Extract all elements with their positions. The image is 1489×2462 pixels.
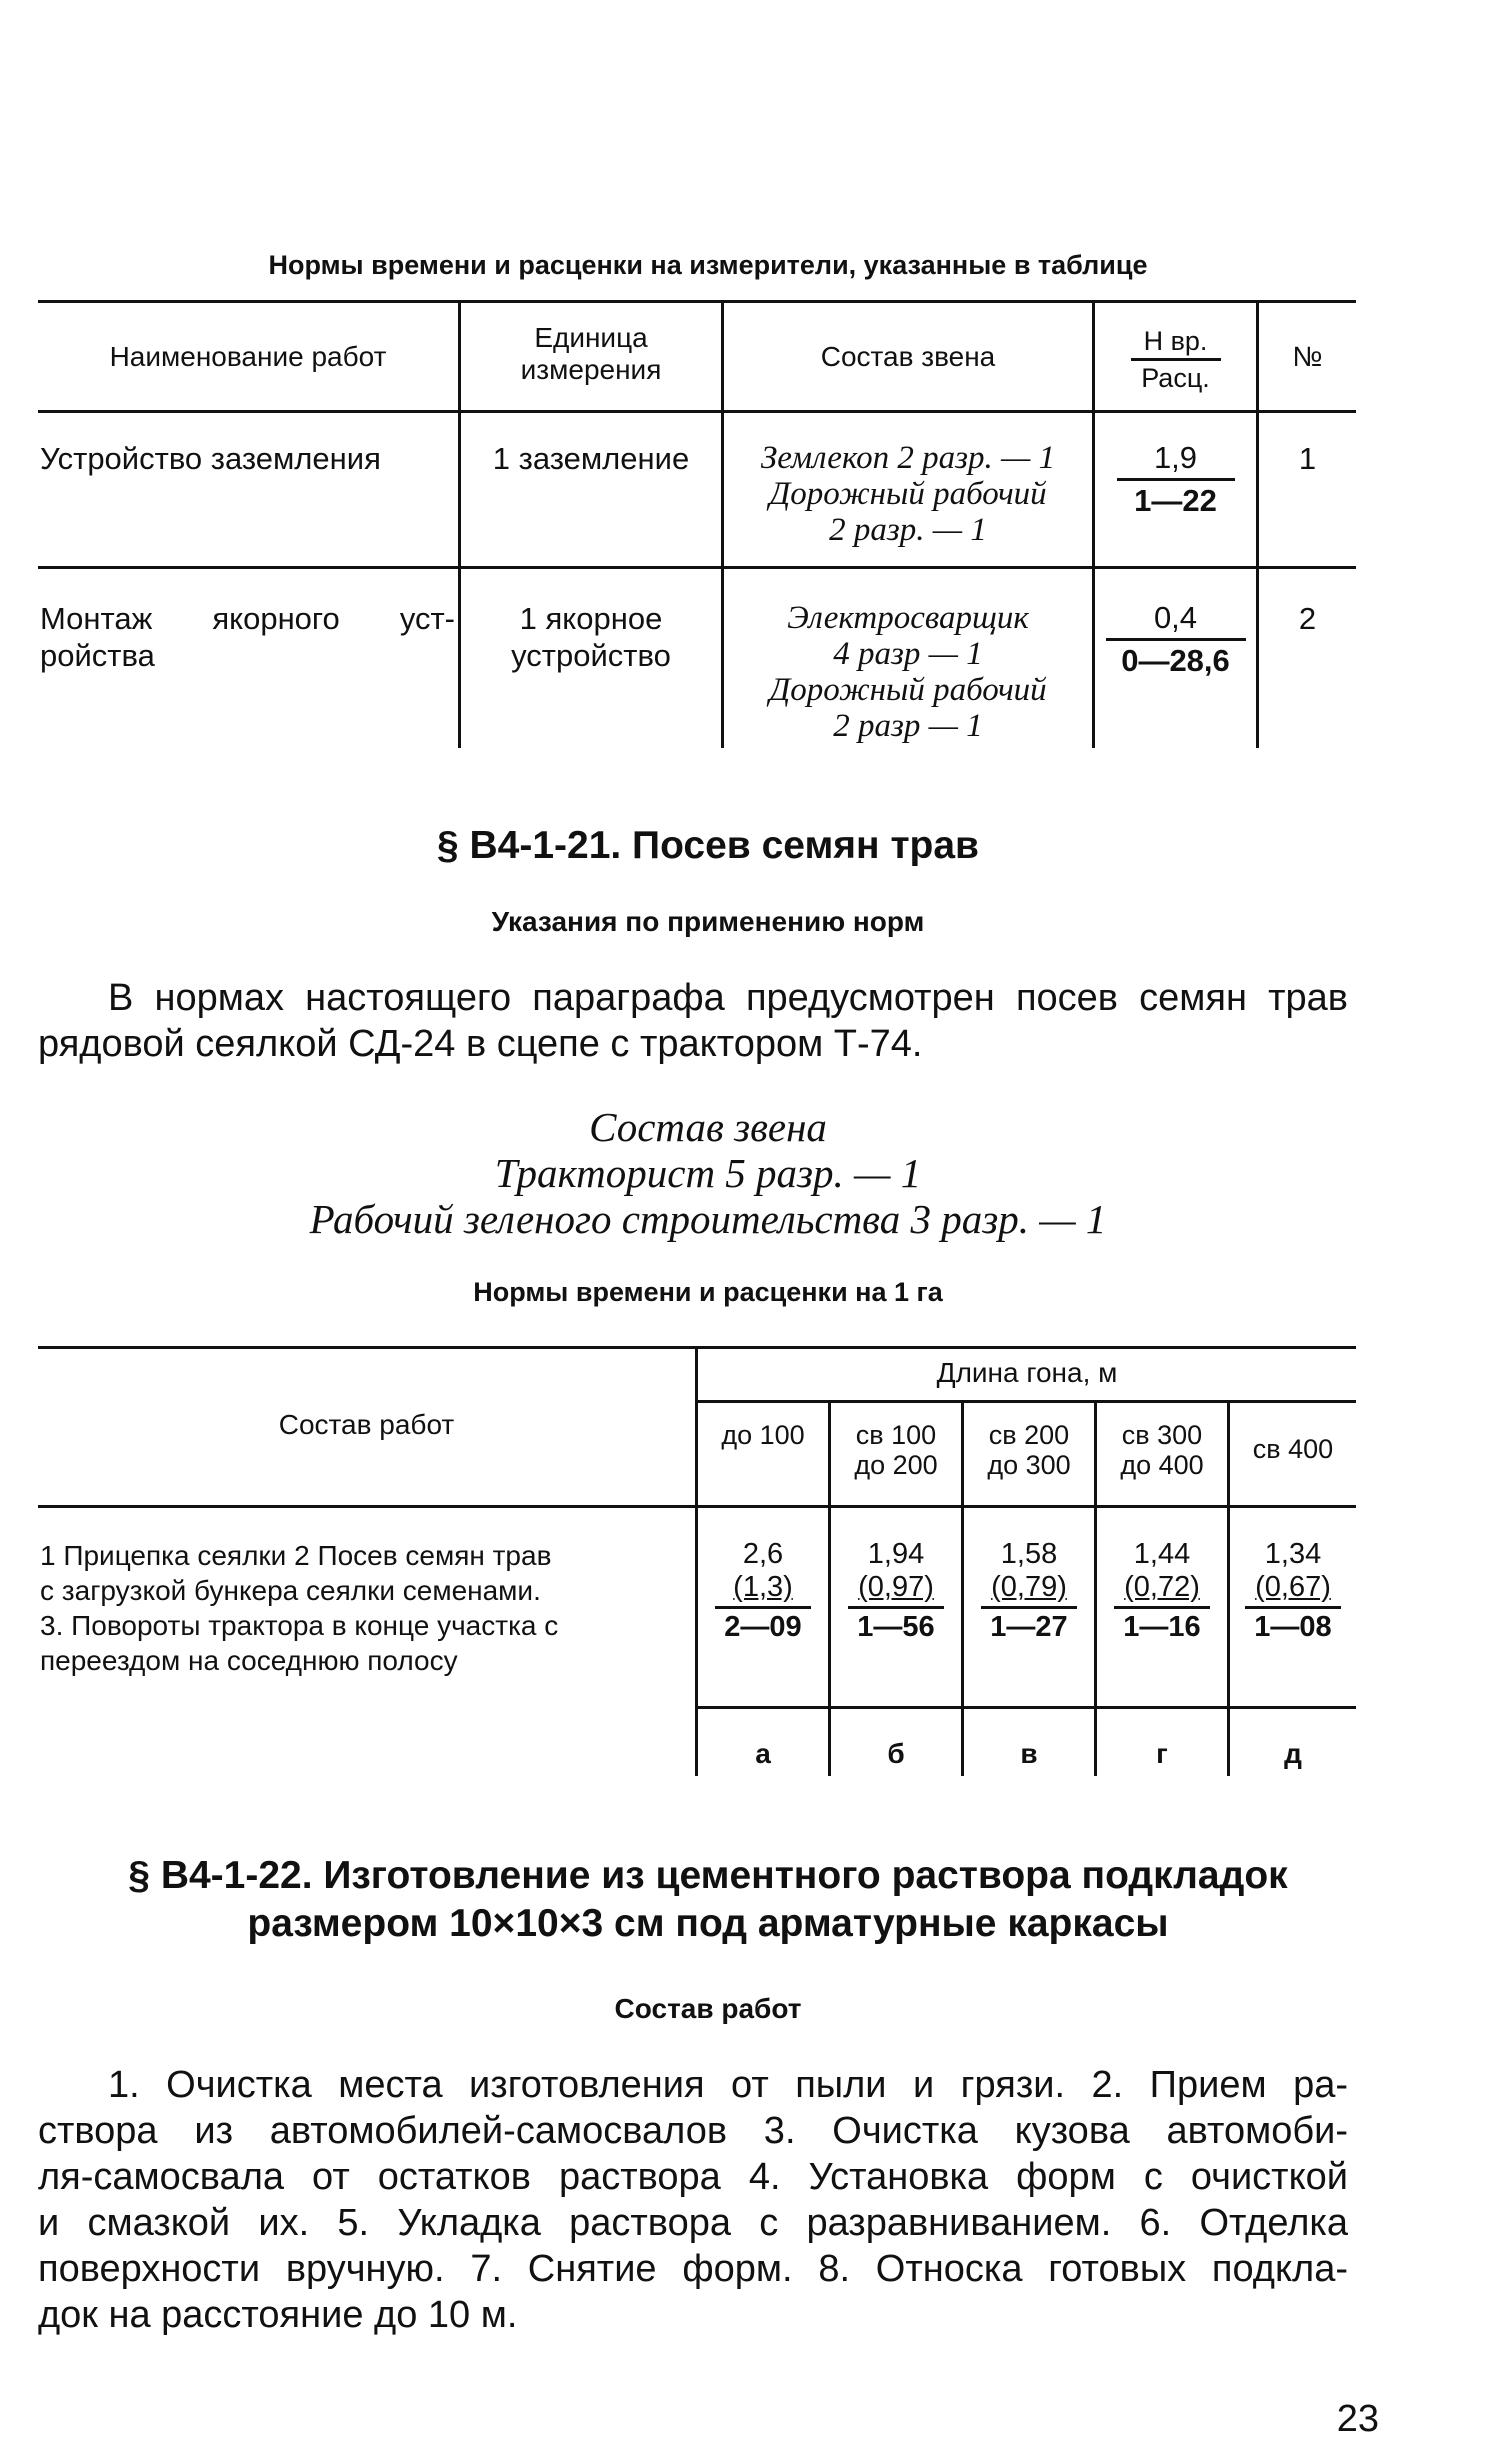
table1-header-num: №	[1292, 341, 1323, 372]
table2-header-group: Длина гона, м	[936, 1357, 1118, 1388]
table2-value-cell: 1,44 (0,72) 1—16	[1097, 1538, 1227, 1644]
table2-letter-rule	[698, 1706, 1356, 1709]
section21-heading: § В4-1-21. Посев семян трав	[436, 824, 980, 867]
table1-header-unit: Единица измерения	[520, 322, 662, 385]
table1-header-crew: Состав звена	[820, 341, 996, 372]
table1-top-rule	[38, 300, 1356, 303]
section21-subheading: Указания по применению норм	[491, 906, 925, 937]
crew-title: Состав звена	[589, 1104, 827, 1150]
section22-text: 1. Очистка места изготовления от пыли и грязи. 2. Прием ра- створа из автомобилей-самосвалов 3. Очистка кузова автомоби- ля-самосвала от остатков раствора 4. Установка форм с очисткой и смазкой их. 5. Укладка раствора с разравниванием. 6. Отделка поверхности вручную. 7. Снятие форм. 8. Относка готовых подкла- док на расстояние до 10 м.	[38, 2064, 1348, 2336]
table1-header-norm: Н вр. Расц.	[1095, 326, 1256, 393]
table2-value-cell: 1,94 (0,97) 1—56	[831, 1538, 961, 1644]
crew-line-2: Рабочий зеленого строительства 3 разр. — 1	[309, 1196, 1107, 1242]
table2-group-rule	[698, 1400, 1356, 1403]
table2-col-header: св 200 до 300	[987, 1420, 1071, 1480]
table1-row2-name-l1: Монтаж якорного уст-	[40, 601, 455, 636]
page-number: 23	[1336, 2398, 1379, 2440]
crew-line-1: Тракторист 5 разр. — 1	[494, 1150, 922, 1196]
table2-column-letter: в	[1020, 1738, 1038, 1769]
table2-caption: Нормы времени и расценки на 1 га	[473, 1277, 943, 1307]
table1-caption: Нормы времени и расценки на измерители, указанные в таблице	[268, 250, 1148, 280]
table1-row1-num: 1	[1298, 441, 1317, 476]
table1-row2-unit: 1 якорное устройство	[511, 601, 671, 673]
table1-row2-norm: 0,4 0—28,6	[1095, 600, 1256, 679]
section22-subheading: Состав работ	[614, 1993, 802, 2024]
section22-heading-line-1: § В4-1-22. Изготовление из цементного раствора подкладок	[128, 1854, 1288, 1897]
table2-value-cell: 1,58 (0,79) 1—27	[964, 1538, 1094, 1644]
table2-header-work: Состав работ	[278, 1409, 455, 1440]
table1-row1-norm: 1,9 1—22	[1095, 440, 1256, 519]
table2-work-description: 1 Прицепка сеялки 2 Посев семян трав с загрузкой бункера сеялки семенами. 3. Повороты трактора в конце участка с переездом на соседнюю полосу	[40, 1540, 559, 1676]
section22-heading-line-2: размером 10×10×3 см под арматурные каркасы	[247, 1902, 1169, 1945]
table2-column-letter: г	[1156, 1738, 1168, 1769]
table1-row-rule	[38, 566, 1356, 569]
table1-header-name: Наименование работ	[109, 341, 387, 372]
table1-row1-crew: Землекоп 2 разр. — 1 Дорожный рабочий 2 разр. — 1	[760, 440, 1056, 548]
table1-row2-num: 2	[1298, 601, 1317, 636]
table1-row2-crew: Электросварщик 4 разр — 1 Дорожный рабочий 2 разр — 1	[769, 600, 1047, 744]
table2-col-header: до 100	[721, 1420, 805, 1450]
table2-col-header: св 300 до 400	[1120, 1420, 1204, 1480]
table2-col-header: св 100 до 200	[854, 1420, 938, 1480]
table1-row1-name: Устройство заземления	[40, 441, 381, 476]
table2-column-letter: б	[887, 1738, 905, 1769]
table2-value-cell: 2,6 (1,3) 2—09	[698, 1538, 828, 1644]
section21-text: В нормах настоящего параграфа предусмотрен посев семян трав рядовой сеялкой СД-24 в сцепе с трактором Т-74.	[38, 977, 1348, 1065]
table1-header-rule	[38, 410, 1356, 413]
table1-row1-unit: 1 заземление	[492, 441, 690, 476]
table2-value-cell: 1,34 (0,67) 1—08	[1230, 1538, 1356, 1644]
table1-row2-name-l2: ройства	[40, 638, 155, 673]
table2-column-letter: д	[1284, 1738, 1302, 1769]
table2-column-letter: а	[755, 1738, 771, 1769]
table2-col-header: св 400	[1252, 1434, 1334, 1464]
